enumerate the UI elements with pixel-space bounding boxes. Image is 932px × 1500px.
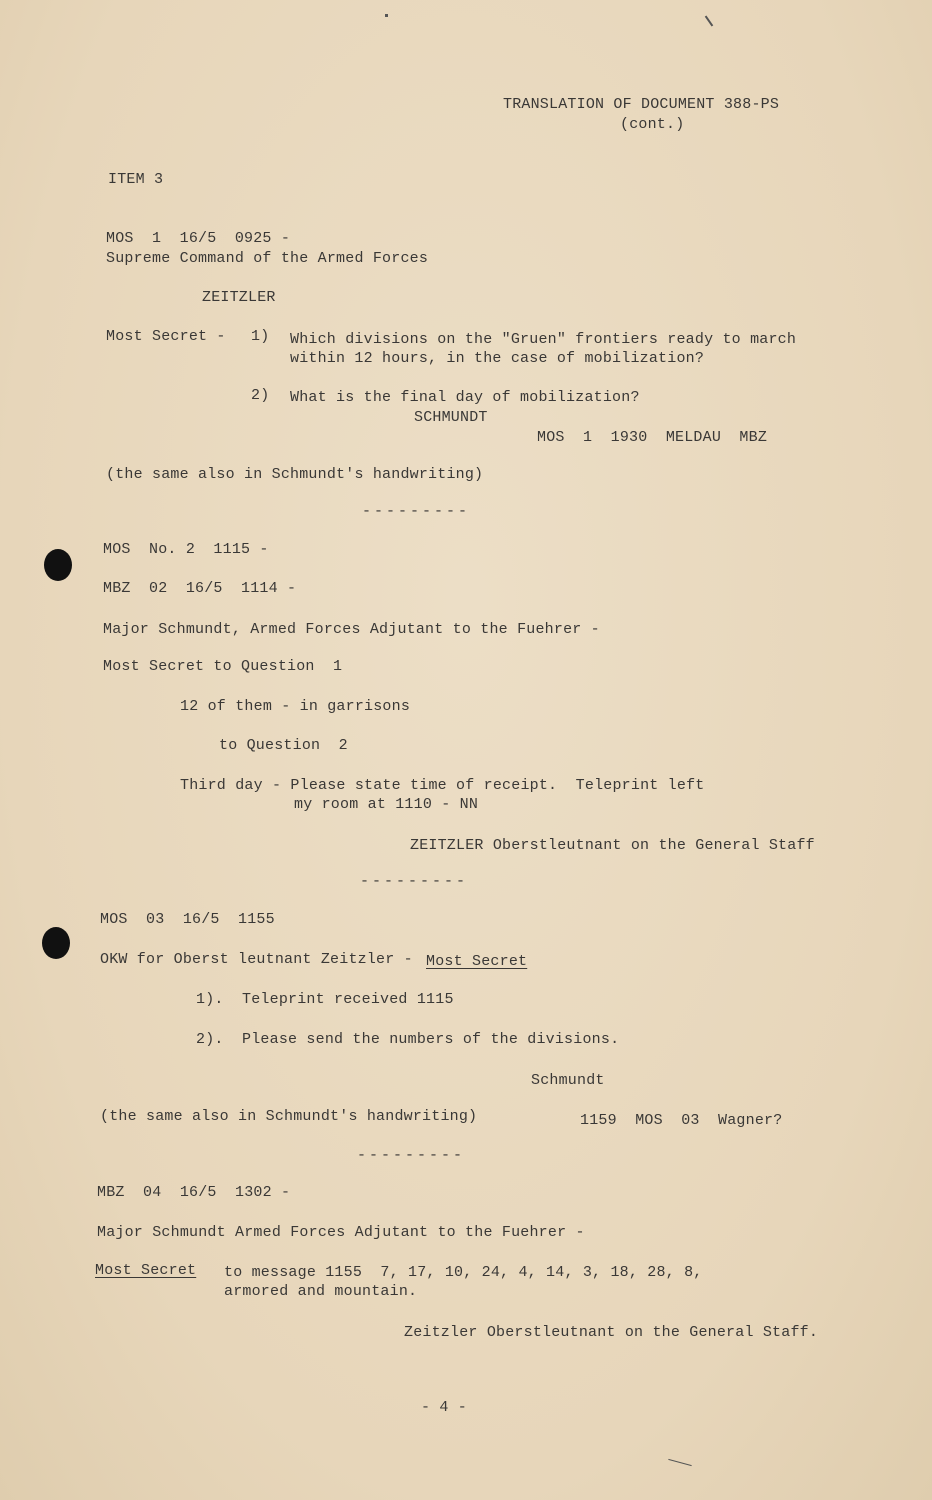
header-title: TRANSLATION OF DOCUMENT 388-PS — [503, 96, 780, 113]
msg3-line1: MOS 03 16/5 1155 — [100, 911, 275, 928]
msg4-line2: Major Schmundt Armed Forces Adjutant to the Fuehrer - — [97, 1224, 585, 1241]
msg2-line5: 12 of them - in garrisons — [180, 698, 411, 715]
msg1-q1-num: 1) — [251, 328, 270, 345]
msg1-note: (the same also in Schmundt's handwriting) — [106, 466, 484, 483]
msg1-q2-num: 2) — [251, 387, 270, 404]
msg2-line6: to Question 2 — [219, 737, 348, 754]
msg1-line2: Supreme Command of the Armed Forces — [106, 250, 429, 267]
msg2-line1: MOS No. 2 1115 - — [103, 541, 269, 558]
msg4-line1: MBZ 04 16/5 1302 - — [97, 1184, 291, 1201]
msg3-line2-a: OKW for Oberst leutnant Zeitzler - — [100, 951, 423, 968]
paper-speck — [668, 1459, 691, 1466]
msg3-footer: 1159 MOS 03 Wagner? — [580, 1112, 783, 1129]
msg2-signature: ZEITZLER Oberstleutnant on the General Staff — [410, 837, 815, 854]
separator-1: --------- — [362, 503, 471, 520]
msg1-q1-a: Which divisions on the "Gruen" frontiers ready to march — [290, 331, 797, 348]
separator-2: --------- — [360, 873, 469, 890]
punch-hole-2 — [42, 927, 70, 959]
msg1-q1-b: within 12 hours, in the case of mobilization? — [290, 350, 705, 367]
paper-speck — [385, 14, 388, 17]
msg4-most-secret: Most Secret — [95, 1262, 197, 1279]
msg1-addressee: ZEITZLER — [202, 289, 276, 306]
msg3-item2: 2). Please send the numbers of the divisions. — [196, 1031, 620, 1048]
msg3-signature: Schmundt — [531, 1072, 605, 1089]
msg2-line4: Most Secret to Question 1 — [103, 658, 343, 675]
msg2-line2: MBZ 02 16/5 1114 - — [103, 580, 297, 597]
punch-hole-1 — [44, 549, 72, 581]
msg4-text-a: to message 1155 7, 17, 10, 24, 4, 14, 3, 18, 28, 8, — [224, 1264, 703, 1281]
msg1-signature: SCHMUNDT — [414, 409, 488, 426]
paper-speck — [705, 16, 714, 27]
separator-3: --------- — [357, 1147, 466, 1164]
msg1-label: Most Secret - — [106, 328, 226, 345]
page-number: - 4 - — [421, 1399, 468, 1416]
msg3-item1: 1). Teleprint received 1115 — [196, 991, 454, 1008]
msg1-q2: What is the final day of mobilization? — [290, 389, 640, 406]
msg4-signature: Zeitzler Oberstleutnant on the General Staff. — [404, 1324, 819, 1341]
item-heading: ITEM 3 — [108, 171, 164, 188]
msg2-line8: my room at 1110 - NN — [294, 796, 479, 813]
msg4-text-b: armored and mountain. — [224, 1283, 418, 1300]
msg1-footer: MOS 1 1930 MELDAU MBZ — [537, 429, 768, 446]
msg2-line3: Major Schmundt, Armed Forces Adjutant to the Fuehrer - — [103, 621, 600, 638]
msg2-line7: Third day - Please state time of receipt. Teleprint left — [180, 777, 705, 794]
msg3-most-secret: Most Secret — [426, 953, 528, 970]
msg3-note: (the same also in Schmundt's handwriting) — [100, 1108, 478, 1125]
header-cont: (cont.) — [620, 116, 685, 133]
msg1-line1: MOS 1 16/5 0925 - — [106, 230, 291, 247]
